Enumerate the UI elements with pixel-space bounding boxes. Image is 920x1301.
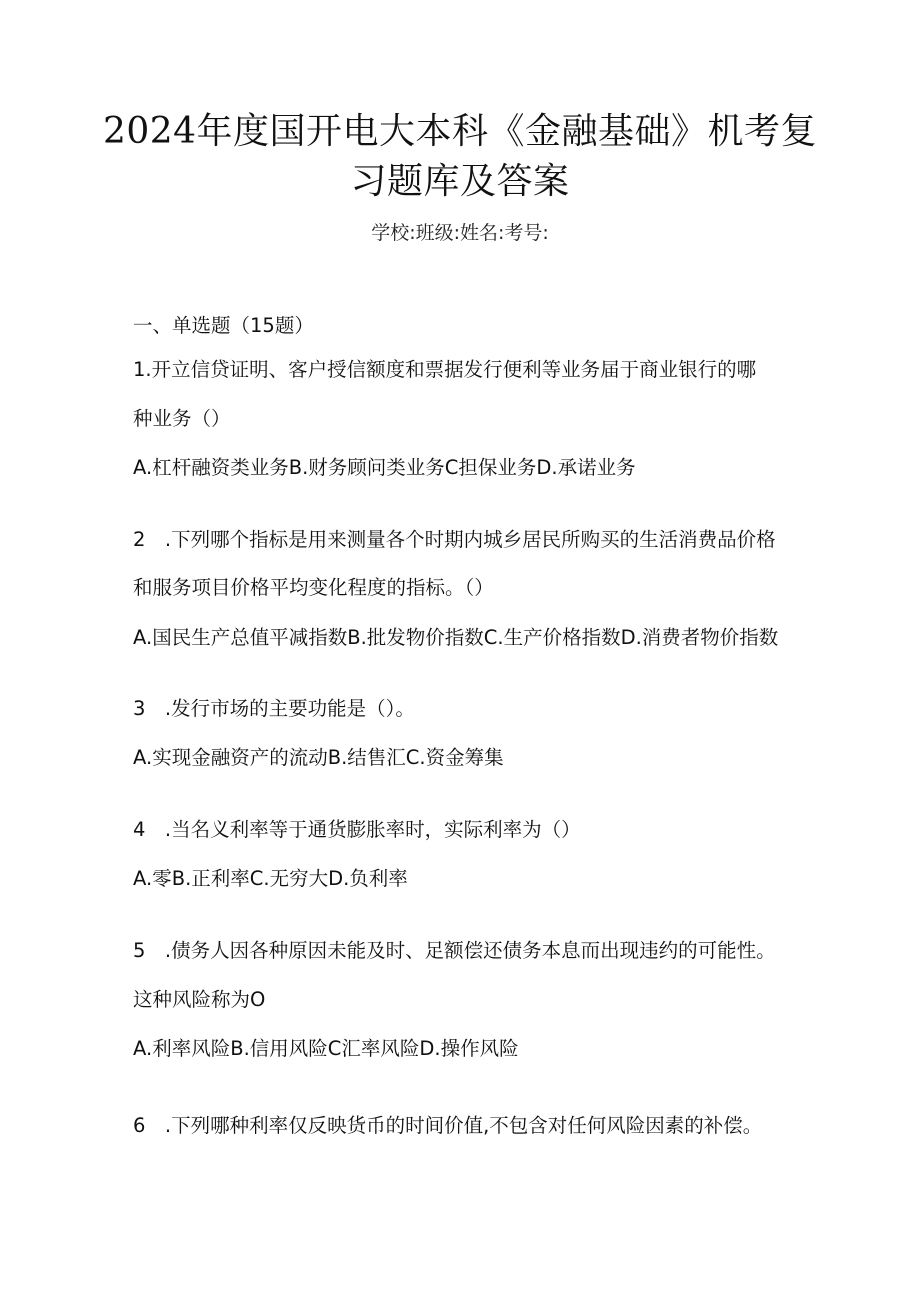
question-2-stem-line-1: 2 .下列哪个指标是用来测量各个时期内城乡居民所购买的生活消费品价格 [133,528,776,551]
student-info-line: 学校:班级:姓名:考号: [371,222,549,244]
question-4-options: A.零B.正利率C.无穷大D.负利率 [133,867,408,890]
question-1-stem-line-1: 1.开立信贷证明、客户授信额度和票据发行便利等业务届于商业银行的哪 [133,358,757,381]
question-2-stem-line-2: 和服务项目价格平均变化程度的指标。（） [133,576,494,599]
question-5-stem-line-2: 这种风险称为O [133,988,266,1011]
question-6-stem: 6 .下列哪种利率仅反映货币的时间价值,不包含对任何风险因素的补偿。 [133,1114,763,1137]
question-4-stem: 4 .当名义利率等于通货膨胀率时，实际利率为（） [133,818,581,841]
question-5-stem-line-1: 5 .债务人因各种原因未能及时、足额偿还债务本息而出现违约的可能性。 [133,939,776,962]
question-3-options: A.实现金融资产的流动B.结售汇C.资金筹集 [133,746,504,769]
question-2-options: A.国民生产总值平减指数B.批发物价指数C.生产价格指数D.消费者物价指数 [133,626,779,649]
question-3-stem: 3 .发行市场的主要功能是（）。 [133,697,415,720]
question-1-stem-line-2: 种业务（） [133,407,231,430]
document-title-line-1: 2024年度国开电大本科《金融基础》机考复 [102,111,818,152]
section-heading: 一、单选题（15题） [133,314,314,337]
document-title-line-2: 习题库及答案 [350,161,570,202]
question-5-options: A.利率风险B.信用风险C汇率风险D.操作风险 [133,1037,519,1060]
question-1-options: A.杠杆融资类业务B.财务顾问类业务C担保业务D.承诺业务 [133,456,636,479]
